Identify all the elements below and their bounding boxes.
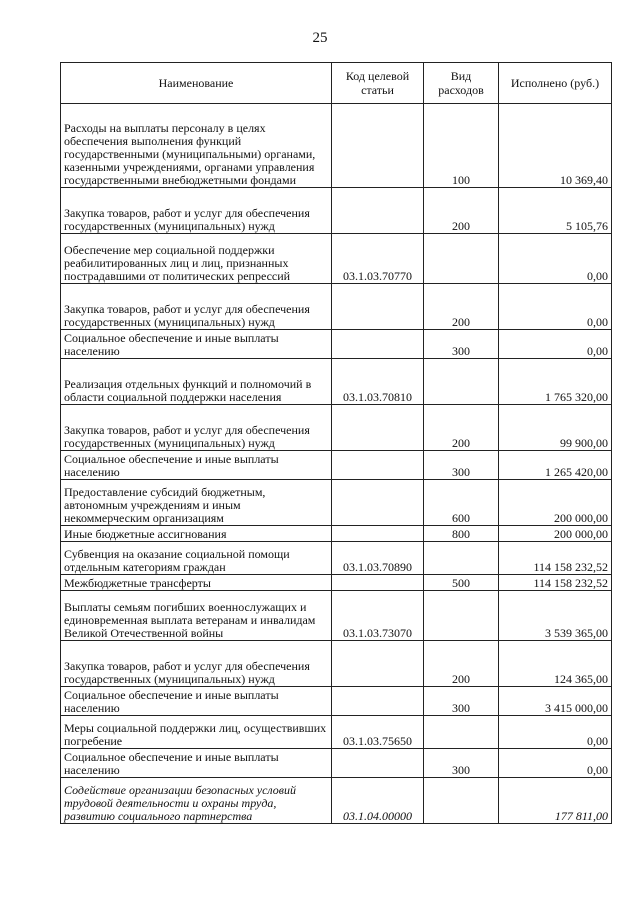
row-name: Социальное обеспечение и иные выплаты населению (61, 451, 332, 480)
row-sum: 3 415 000,00 (499, 687, 612, 716)
row-name: Предоставление субсидий бюджетным, автономным учреждениям и иным некоммерческим организациям (61, 480, 332, 526)
row-name: Социальное обеспечение и иные выплаты населению (61, 687, 332, 716)
row-sum: 1 265 420,00 (499, 451, 612, 480)
row-name: Расходы на выплаты персоналу в целях обеспечения выполнения функций государственными (муниципальными) органами, казенными учреждениями, органами управления государственными внебюджетными фондами (61, 104, 332, 188)
row-name: Закупка товаров, работ и услуг для обеспечения государственных (муниципальных) нужд (61, 188, 332, 234)
table-row (61, 749, 612, 778)
row-sum: 114 158 232,52 (499, 575, 612, 591)
header-sum: Исполнено (руб.) (499, 63, 612, 104)
row-sum: 177 811,00 (499, 778, 612, 824)
row-code (332, 104, 424, 188)
table-row (61, 359, 612, 405)
row-code (332, 641, 424, 687)
row-sum: 124 365,00 (499, 641, 612, 687)
row-kind: 300 (424, 451, 499, 480)
row-code (332, 526, 424, 542)
page-number: 25 (312, 30, 328, 46)
row-kind (424, 542, 499, 575)
table-row (61, 451, 612, 480)
table-row (61, 641, 612, 687)
row-name: Меры социальной поддержки лиц, осуществивших погребение (61, 716, 332, 749)
row-code (332, 480, 424, 526)
table-row (61, 591, 612, 641)
table-row (61, 188, 612, 234)
row-sum: 200 000,00 (499, 480, 612, 526)
row-kind: 300 (424, 749, 499, 778)
table-row (61, 526, 612, 542)
table-row (61, 330, 612, 359)
row-name: Социальное обеспечение и иные выплаты населению (61, 330, 332, 359)
table-row (61, 104, 612, 188)
row-sum: 10 369,40 (499, 104, 612, 188)
table-row (61, 480, 612, 526)
row-kind: 200 (424, 188, 499, 234)
row-name: Иные бюджетные ассигнования (61, 526, 332, 542)
row-code: 03.1.03.73070 (332, 591, 424, 641)
row-code: 03.1.03.70770 (332, 234, 424, 284)
table-row (61, 284, 612, 330)
table-row (61, 575, 612, 591)
row-kind: 300 (424, 687, 499, 716)
row-sum: 200 000,00 (499, 526, 612, 542)
table-row (61, 778, 612, 824)
table-row (61, 234, 612, 284)
row-code: 03.1.03.75650 (332, 716, 424, 749)
header-kind: Вид расходов (424, 63, 499, 104)
row-kind: 100 (424, 104, 499, 188)
row-name: Закупка товаров, работ и услуг для обеспечения государственных (муниципальных) нужд (61, 405, 332, 451)
row-kind: 300 (424, 330, 499, 359)
row-kind: 200 (424, 284, 499, 330)
row-kind: 200 (424, 405, 499, 451)
row-name: Закупка товаров, работ и услуг для обеспечения государственных (муниципальных) нужд (61, 641, 332, 687)
row-code (332, 405, 424, 451)
row-kind (424, 716, 499, 749)
row-code (332, 451, 424, 480)
row-sum: 0,00 (499, 749, 612, 778)
row-code (332, 284, 424, 330)
row-name: Реализация отдельных функций и полномочий в области социальной поддержки населения (61, 359, 332, 405)
row-name: Субвенция на оказание социальной помощи отдельным категориям граждан (61, 542, 332, 575)
row-code: 03.1.04.00000 (332, 778, 424, 824)
row-name: Закупка товаров, работ и услуг для обеспечения государственных (муниципальных) нужд (61, 284, 332, 330)
row-code (332, 687, 424, 716)
row-kind (424, 359, 499, 405)
row-code (332, 749, 424, 778)
row-code (332, 575, 424, 591)
row-name: Социальное обеспечение и иные выплаты населению (61, 749, 332, 778)
row-kind: 200 (424, 641, 499, 687)
row-kind (424, 778, 499, 824)
row-sum: 0,00 (499, 234, 612, 284)
row-code (332, 188, 424, 234)
row-kind: 800 (424, 526, 499, 542)
table-row (61, 687, 612, 716)
row-name: Содействие организации безопасных условий трудовой деятельности и охраны труда, развитию социального партнерства (61, 778, 332, 824)
table-row (61, 405, 612, 451)
table-header-row (61, 63, 612, 104)
row-sum: 1 765 320,00 (499, 359, 612, 405)
row-kind (424, 591, 499, 641)
row-name: Обеспечение мер социальной поддержки реабилитированных лиц и лиц, признанных пострадавшими от политических репрессий (61, 234, 332, 284)
row-sum: 0,00 (499, 716, 612, 749)
row-name: Выплаты семьям погибших военнослужащих и единовременная выплата ветеранам и инвалидам Великой Отечественной войны (61, 591, 332, 641)
header-code: Код целевой статьи (332, 63, 424, 104)
row-kind: 500 (424, 575, 499, 591)
row-sum: 99 900,00 (499, 405, 612, 451)
row-code: 03.1.03.70810 (332, 359, 424, 405)
row-kind: 600 (424, 480, 499, 526)
row-sum: 0,00 (499, 330, 612, 359)
row-sum: 5 105,76 (499, 188, 612, 234)
row-kind (424, 234, 499, 284)
row-code: 03.1.03.70890 (332, 542, 424, 575)
row-sum: 3 539 365,00 (499, 591, 612, 641)
row-name: Межбюджетные трансферты (61, 575, 332, 591)
row-code (332, 330, 424, 359)
header-name: Наименование (61, 63, 332, 104)
table-row (61, 716, 612, 749)
row-sum: 0,00 (499, 284, 612, 330)
row-sum: 114 158 232,52 (499, 542, 612, 575)
expenditure-table (60, 62, 612, 824)
table-row (61, 542, 612, 575)
